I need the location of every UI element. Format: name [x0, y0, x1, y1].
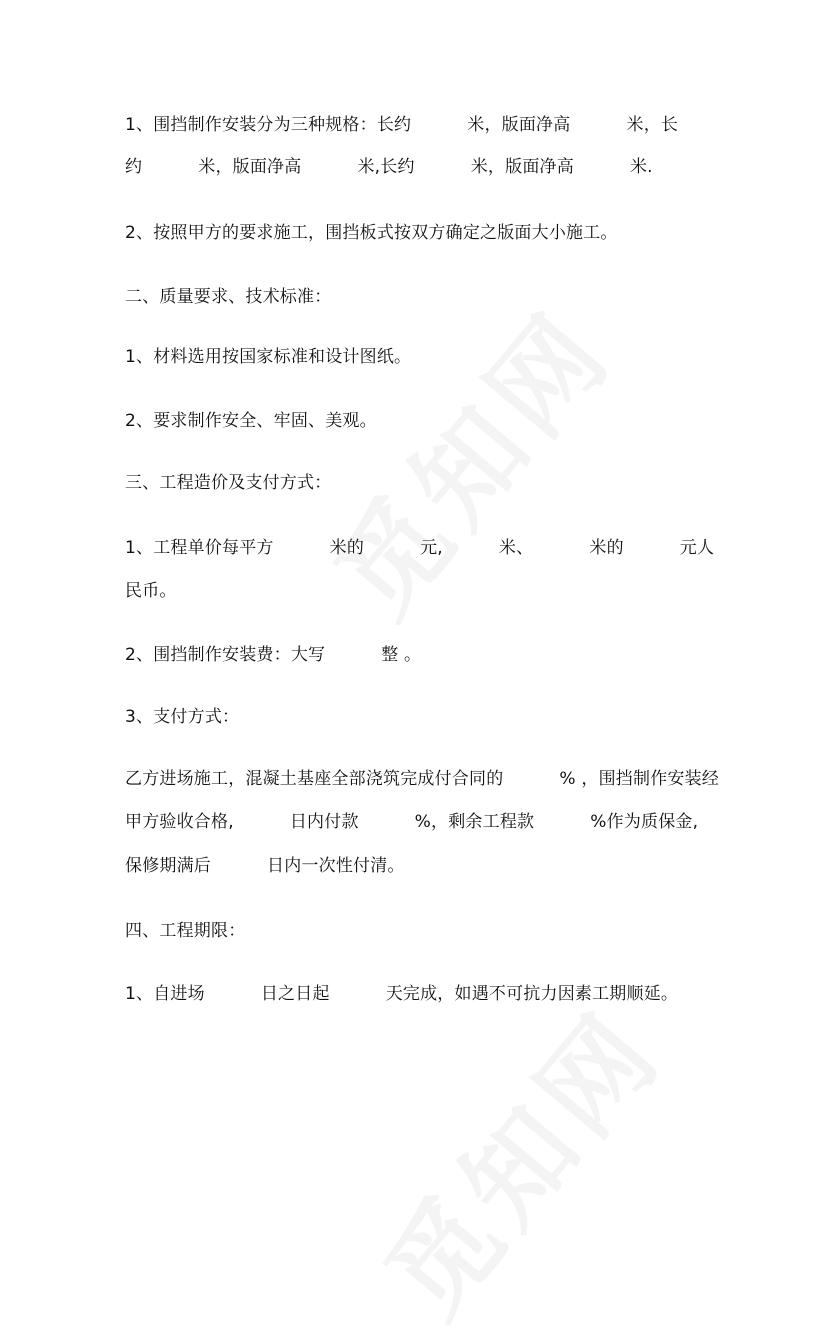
- watermark: [294, 272, 640, 643]
- paragraph-line: 约 米，版面净高 米,长约 米，版面净高 米.: [125, 157, 653, 177]
- paragraph-line: 2、要求制作安全、牢固、美观。: [125, 411, 377, 431]
- paragraph-line: 民币。: [125, 581, 177, 601]
- paragraph-line: 2、围挡制作安装费：大写 整 。: [125, 645, 422, 665]
- watermark: [344, 972, 690, 1343]
- section-heading: 四、工程期限：: [125, 921, 246, 941]
- paragraph-line: 3、支付方式：: [125, 707, 240, 727]
- paragraph-line: 保修期满后 日内一次性付清。: [125, 856, 405, 876]
- paragraph-line: 甲方验收合格, 日内付款 %，剩余工程款 %作为质保金,: [125, 812, 699, 832]
- section-heading: 二、质量要求、技术标准：: [125, 287, 332, 307]
- paragraph-line: 1、材料选用按国家标准和设计图纸。: [125, 347, 412, 367]
- paragraph-line: 2、按照甲方的要求施工，围挡板式按双方确定之版面大小施工。: [125, 223, 618, 243]
- paragraph-line: 乙方进场施工，混凝土基座全部浇筑完成付合同的 % ，围挡制作安装经: [125, 769, 719, 789]
- section-heading: 三、工程造价及支付方式：: [125, 473, 332, 493]
- paragraph-line: 1、自进场 日之日起 天完成，如遇不可抗力因素工期顺延。: [125, 984, 679, 1004]
- paragraph-line: 1、工程单价每平方 米的 元, 米、 米的 元人: [125, 538, 715, 558]
- paragraph-line: 1、围挡制作安装分为三种规格：长约 米，版面净高 米，长: [125, 115, 679, 135]
